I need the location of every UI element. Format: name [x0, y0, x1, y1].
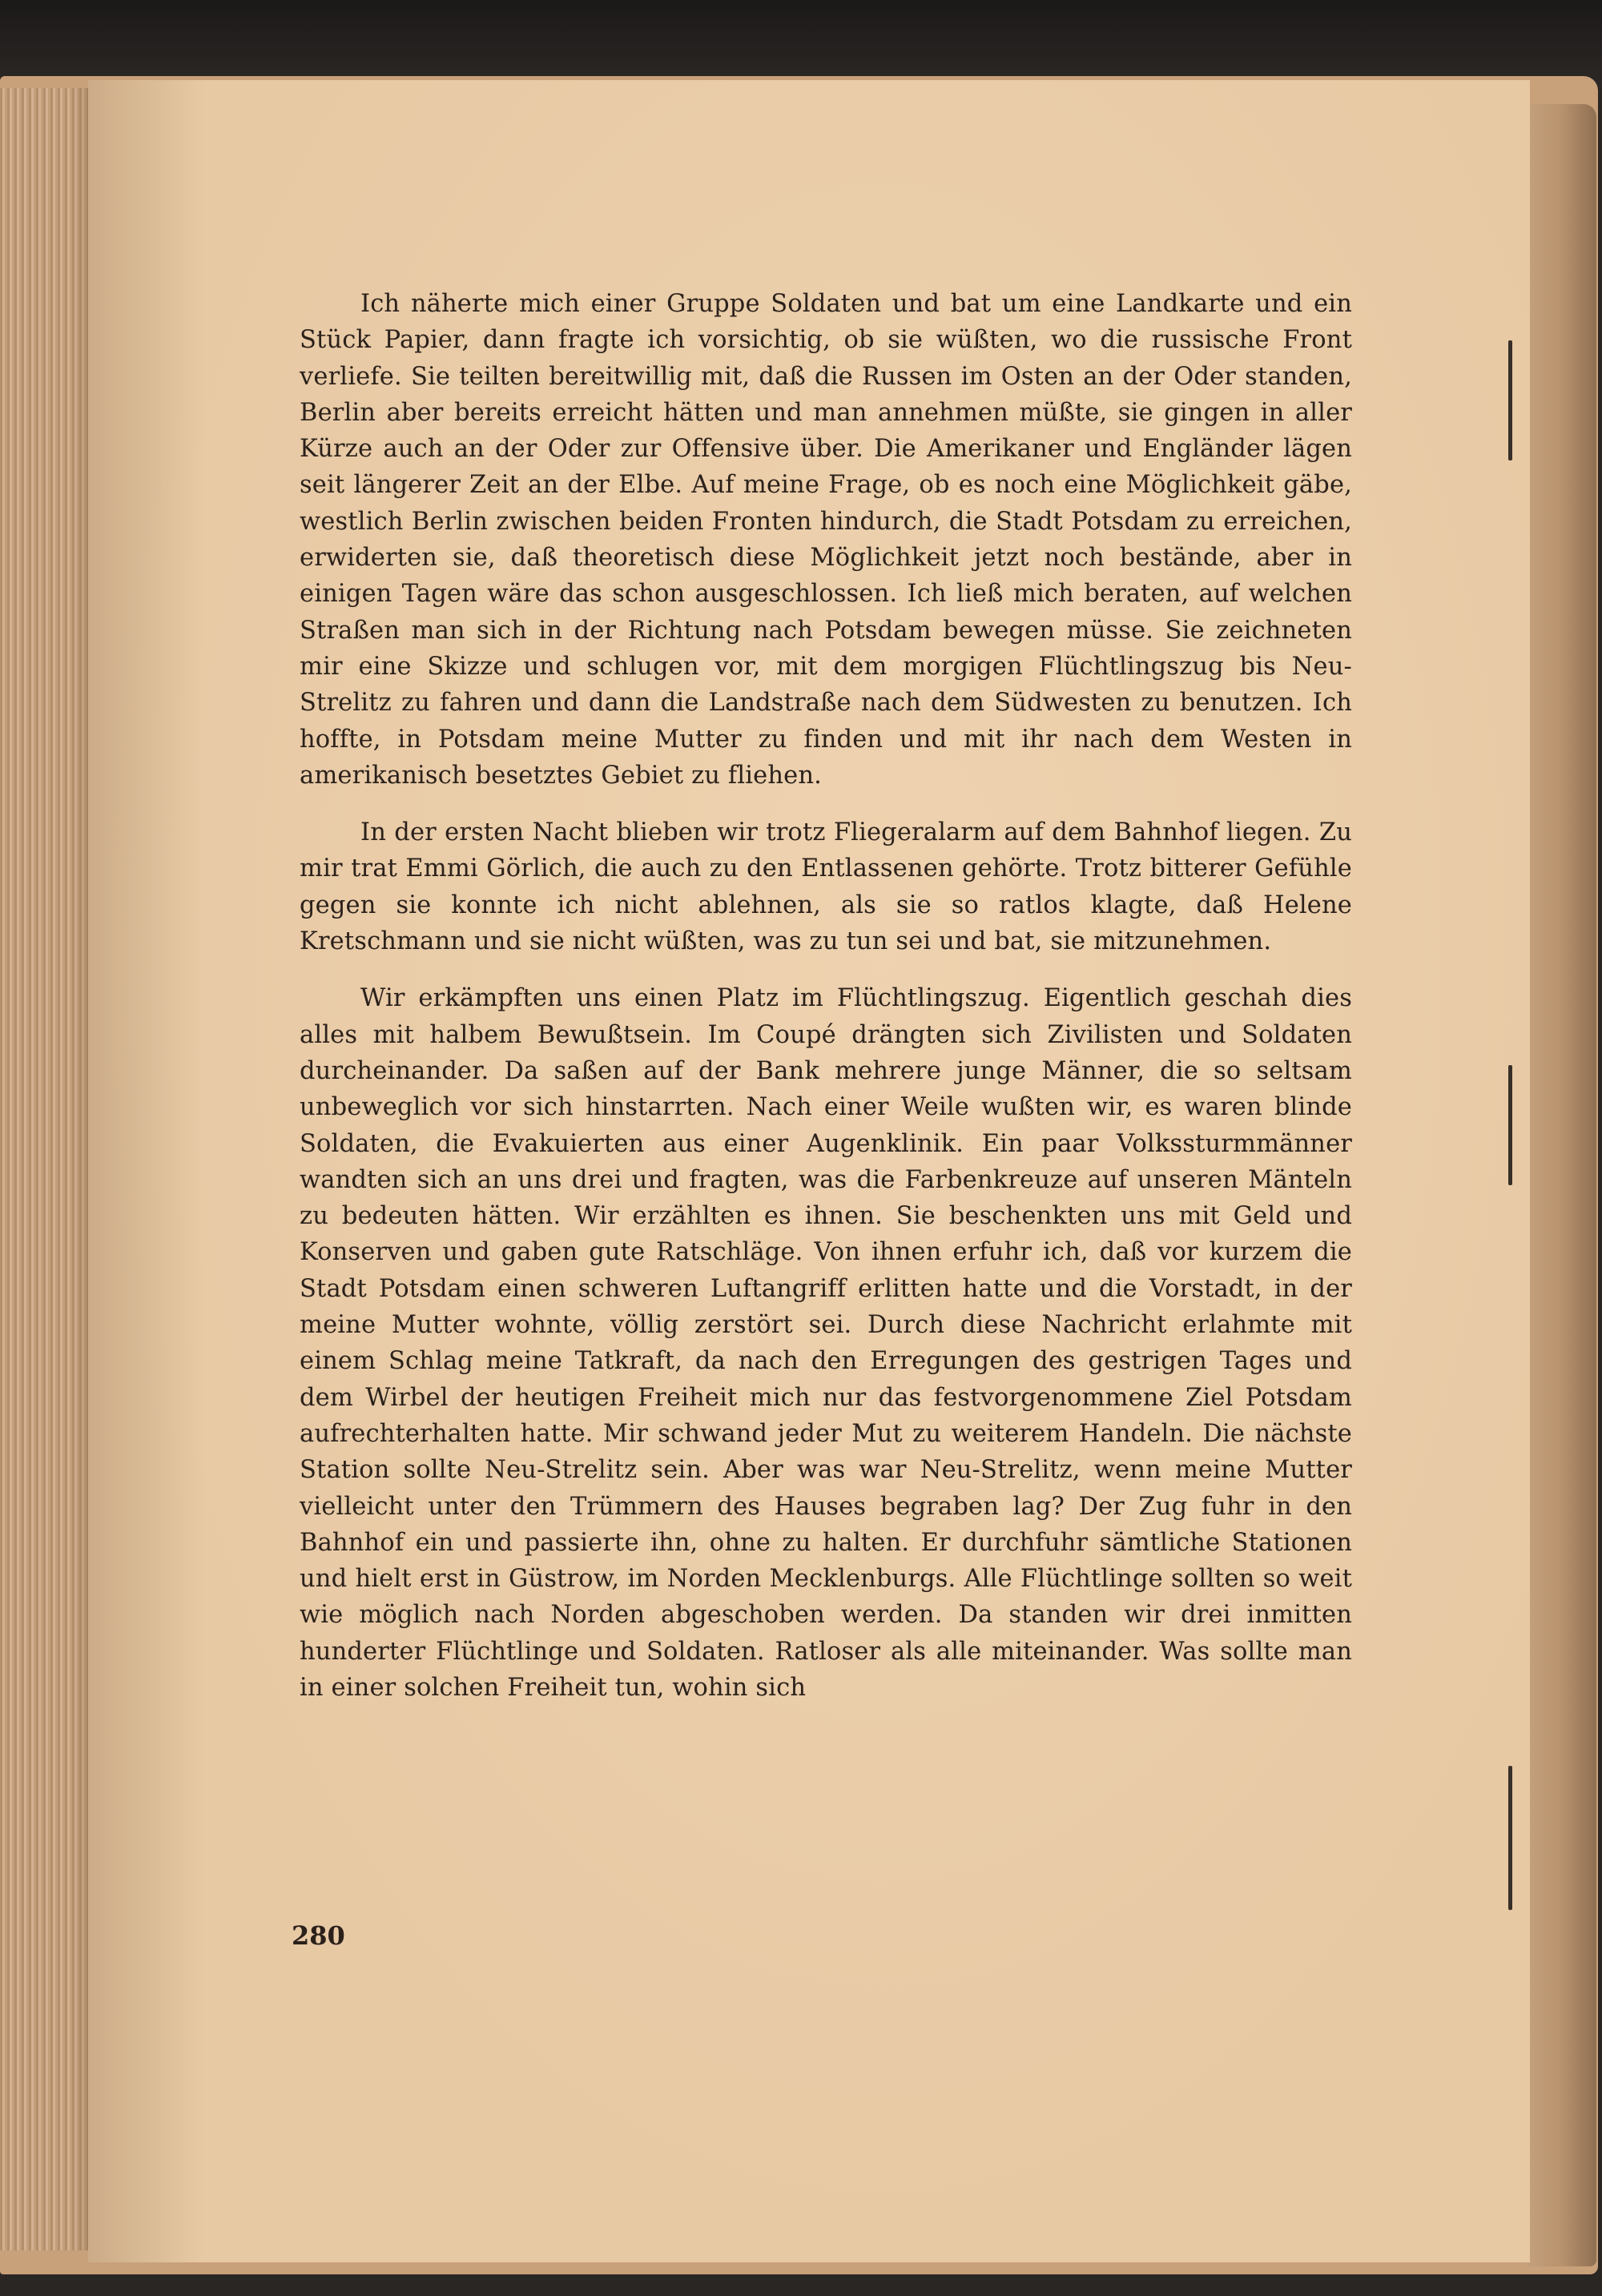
paragraph: Ich näherte mich einer Gruppe Soldaten und bat um eine Landkarte und ein Stück Papier, dann fragte ich vorsichtig, ob sie wüßten, wo die russische Front verliefe. Sie teilten bereitwillig mit, daß die Russen im Osten an der Oder standen, Berlin aber bereits erreicht hätten und man annehmen müßte, sie gingen in aller Kürze auch an der Oder zur Offensive über. Die Amerikaner und Engländer lägen seit längerer Zeit an der Elbe. Auf meine Frage, ob es noch eine Möglichkeit gäbe, westlich Berlin zwischen beiden Fronten hindurch, die Stadt Potsdam zu erreichen, erwiderten sie, daß theoretisch diese Möglichkeit jetzt noch bestände, aber in einigen Tagen wäre das schon ausgeschlossen. Ich ließ mich beraten, auf welchen Straßen man sich in der Richtung nach Potsdam bewegen müsse. Sie zeichneten mir eine Skizze und schlugen vor, mit dem morgigen Flüchtlingszug bis Neu-Strelitz zu fahren und dann die Landstraße nach dem Südwesten zu benutzen. Ich hoffte, in Potsdam meine Mutter zu finden und mit ihr nach dem Westen in amerikanisch besetztes Gebiet zu fliehen. [300, 290, 1352, 790]
page-number: 280 [292, 1920, 345, 1951]
paragraph: Wir erkämpften uns einen Platz im Flüchtlingszug. Eigentlich geschah dies alles mit halbem Bewußtsein. Im Coupé drängten sich Zivilisten und Soldaten durcheinander. Da saßen auf der Bank mehrere junge Männer, die so seltsam unbeweglich vor sich hinstarrten. Nach einer Weile wußten wir, es waren blinde Soldaten, die Evakuierten aus einer Augenklinik. Ein paar Volkssturmmänner wandten sich an uns drei und fragten, was die Farbenkreuze auf unseren Mänteln zu bedeuten hätten. Wir erzählten es ihnen. Sie beschenkten uns mit Geld und Konserven und gaben gute Ratschläge. Von ihnen erfuhr ich, daß vor kurzem die Stadt Potsdam einen schweren Luftangriff erlitten hatte und die Vorstadt, in der meine Mutter wohnte, völlig zerstört sei. Durch diese Nachricht erlahmte mit einem Schlag meine Tatkraft, da nach den Erregungen des gestrigen Tages und dem Wirbel der heutigen Freiheit mich nur das festvorgenommene Ziel Potsdam aufrechterhalten hatte. Mir schwand jeder Mut zu weiterem Handeln. Die nächste Station sollte Neu-Strelitz sein. Aber was war Neu-Strelitz, wenn meine Mutter vielleicht unter den Trümmern des Hauses begraben lag? Der Zug fuhr in den Bahnhof ein und passierte ihn, ohne zu halten. Er durchfuhr sämtliche Stationen und hielt erst in Güstrow, im Norden Mecklenburgs. Alle Flüchtlinge sollten so weit wie möglich nach Norden abgeschoben werden. Da standen wir drei inmitten hunderter Flüchtlinge und Soldaten. Ratloser als alle miteinander. Was sollte man in einer solchen Freiheit tun, wohin sich [300, 984, 1352, 1702]
body-text [300, 286, 1352, 1706]
book-cover-edge [1526, 104, 1596, 2266]
binding-thread-mark [1508, 1065, 1512, 1185]
paragraph: In der ersten Nacht blieben wir trotz Fliegeralarm auf dem Bahnhof liegen. Zu mir trat Emmi Görlich, die auch zu den Entlassenen gehörte. Trotz bitterer Gefühle gegen sie konnte ich nicht ablehnen, als sie so ratlos klagte, daß Helene Kretschmann und sie nicht wüßten, was zu tun sei und bat, sie mitzunehmen. [300, 818, 1352, 956]
stacked-page-edges [0, 88, 96, 2250]
binding-thread-mark [1508, 1766, 1512, 1910]
scan-background-shadow [0, 0, 1602, 88]
binding-thread-mark [1508, 340, 1512, 460]
